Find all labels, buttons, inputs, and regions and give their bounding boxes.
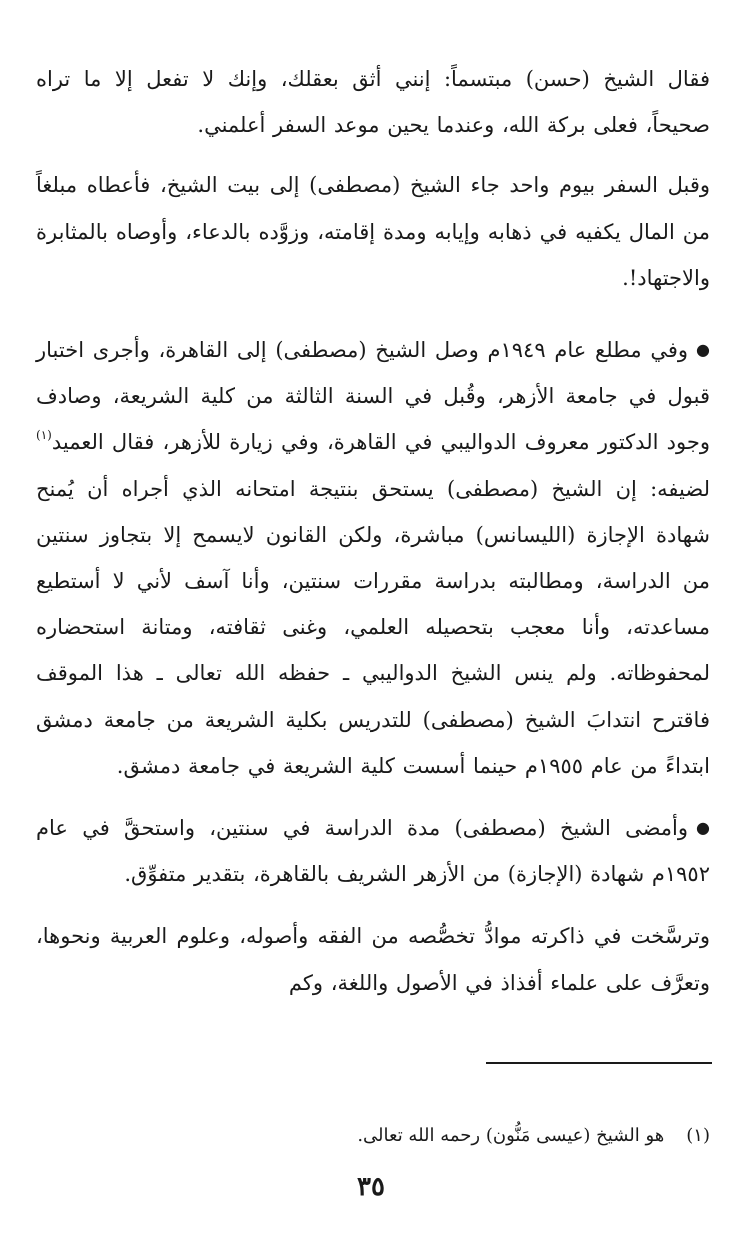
bullet-icon: ● [696,340,711,360]
footnote-text: هو الشيخ (عيسى مَنُّون) رحمه الله تعالى. [357,1125,665,1146]
paragraph-4-text: وأمضى الشيخ (مصطفى) مدة الدراسة في سنتين، واستحقَّ في عام ١٩٥٢م شهادة (الإجازة) من الأزهر الشريف بالقاهرة، بتقدير متفوِّق. [36,816,710,887]
footnote-marker: (١) [36,428,52,443]
paragraph-1 [36,56,710,148]
paragraph-2 [36,162,710,301]
paragraph-3 [36,327,710,789]
paragraph-3-text-b: لضيفه: إن الشيخ (مصطفى) يستحق بنتيجة امتحانه الذي أجراه أن يُمنح شهادة الإجازة (الليسانس) مباشرة، ولكن القانون لايسمح إلا بتجاوز سنتين من الدراسة، ومطالبته بدراسة مقررات سنتين، وأنا آسف لأني لا أستطيع مساعدته، وأنا معجب بتحصيله العلمي، وغنى ثقافته، ومتانة استحضاره لمحفوظاته. ولم ينس الشيخ الدواليبي ـ حفظه الله تعالى ـ هذا الموقف فاقترح انتدابَ الشيخ (مصطفى) للتدريس بكلية الشريعة من جامعة دمشق ابتداءً من عام ١٩٥٥م حينما أسست كلية الشريعة في جامعة دمشق. [36,476,711,778]
footnote [36,1122,710,1150]
bullet-icon: ● [696,818,710,838]
footnote-number: (١) [686,1125,710,1146]
paragraph-5-text: وترسَّخت في ذاكرته موادُّ تخصُّصه من الفقه وأصوله، وعلوم العربية ونحوها، وتعرَّف على علماء أفذاذ في الأصول واللغة، وكم [36,924,710,995]
page-number: ٣٥ [357,1172,385,1202]
paragraph-1-text: فقال الشيخ (حسن) مبتسماً: إنني أثق بعقلك، وإنك لا تفعل إلا ما تراه صحيحاً، فعلى بركة الله، وعندما يحين موعد السفر أعلمني. [36,67,710,138]
footnote-divider [486,1062,712,1064]
paragraph-5 [36,913,710,1005]
paragraph-3-text-a: وفي مطلع عام ١٩٤٩م وصل الشيخ (مصطفى) إلى القاهرة، وأجرى اختبار قبول في جامعة الأزهر، وقُبل في السنة الثالثة من كلية الشريعة، وصادف وجود الدكتور معروف الدواليبي في القاهرة، وفي زيارة للأزهر، فقال العميد [36,338,710,455]
paragraph-2-text: وقبل السفر بيوم واحد جاء الشيخ (مصطفى) إلى بيت الشيخ، فأعطاه مبلغاً من المال يكفيه في ذهابه وإيابه ومدة إقامته، وزوَّده بالدعاء، وأوصاه بالمثابرة والاجتهاد!. [36,173,710,290]
paragraph-4 [36,805,710,897]
body-text [36,56,710,1026]
